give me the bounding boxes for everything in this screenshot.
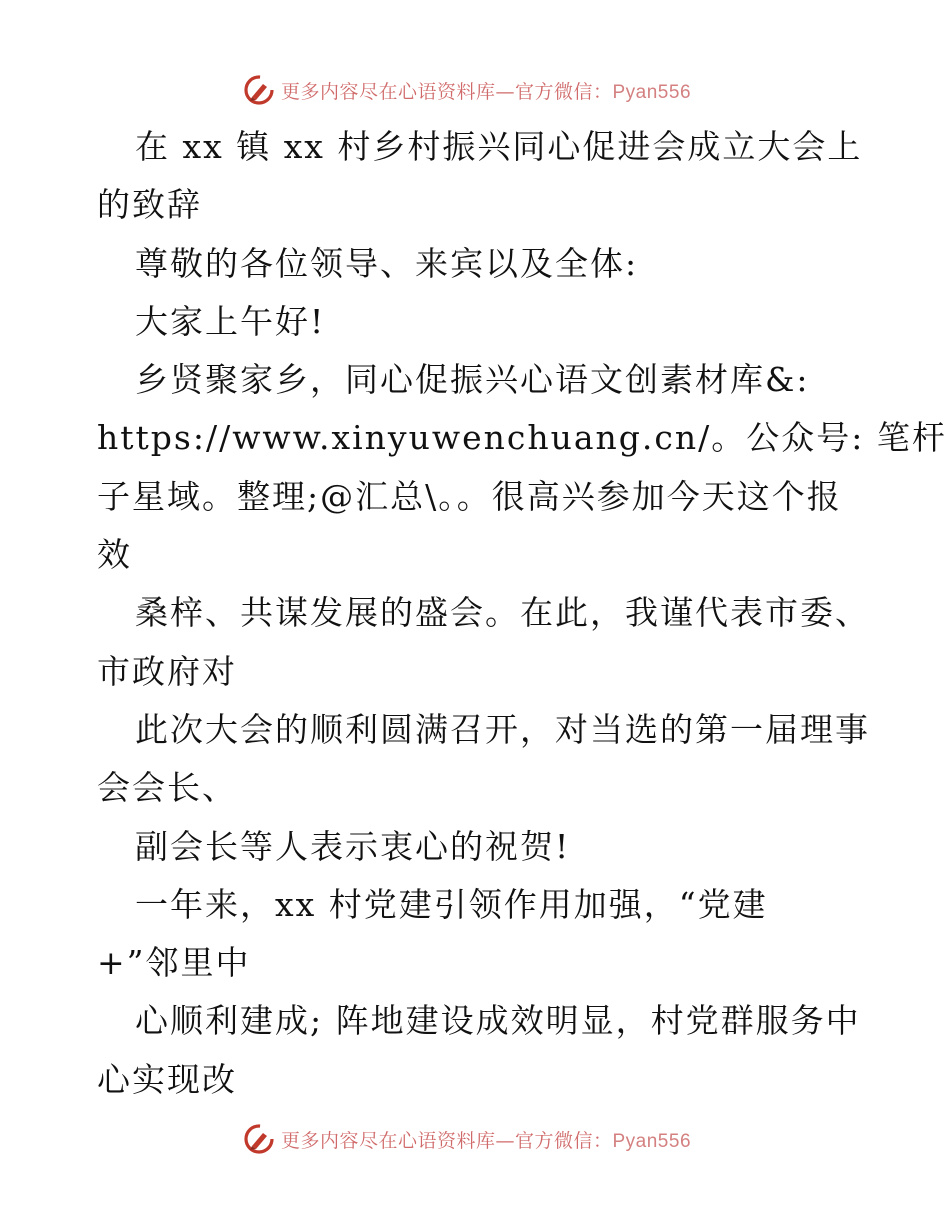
footer-banner xyxy=(0,1119,950,1159)
footer-banner-label: 更多内容尽在心语资料库—官方微信： xyxy=(280,1129,613,1152)
header-banner-label: 更多内容尽在心语资料库—官方微信： xyxy=(280,80,613,103)
body-line: 的致辞 xyxy=(97,185,202,225)
header-banner xyxy=(0,70,950,110)
pen-circle-logo-icon xyxy=(243,1123,275,1155)
body-line: 效 xyxy=(97,535,132,575)
body-line: https://www.xinyuwenchuang.cn/。公众号: 笔杆 xyxy=(97,418,947,458)
body-line: 乡贤聚家乡，同心促振兴心语文创素材库&: xyxy=(135,360,810,400)
footer-wechat-id: Pyan556 xyxy=(612,1130,692,1152)
body-line: 大家上午好! xyxy=(135,301,326,341)
pen-circle-logo-icon xyxy=(243,74,275,106)
body-line: 心顺利建成; 阵地建设成效明显，村党群服务中 xyxy=(135,1001,861,1041)
document-body xyxy=(97,118,947,1109)
body-line: 心实现改 xyxy=(97,1059,237,1099)
body-line: +”邻里中 xyxy=(97,943,251,983)
footer-banner-text xyxy=(281,1126,691,1153)
header-banner-inner xyxy=(243,74,691,106)
body-line: 子星域。整理;@汇总\。。很高兴参加今天这个报 xyxy=(97,476,842,516)
body-line: 一年来，xx 村党建引领作用加强，“党建 xyxy=(135,884,768,924)
body-line: 市政府对 xyxy=(97,651,237,691)
body-line: 尊敬的各位领导、来宾以及全体: xyxy=(135,243,639,283)
body-line: 会会长、 xyxy=(97,768,237,808)
body-line: 此次大会的顺利圆满召开，对当选的第一届理事 xyxy=(135,709,870,749)
body-line: 副会长等人表示衷心的祝贺! xyxy=(135,826,571,866)
footer-banner-inner xyxy=(243,1123,691,1155)
body-line: 在 xx 镇 xx 村乡村振兴同心促进会成立大会上 xyxy=(135,127,863,166)
body-line: 桑梓、共谋发展的盛会。在此，我谨代表市委、 xyxy=(135,593,870,633)
header-banner-text xyxy=(281,77,691,104)
header-wechat-id: Pyan556 xyxy=(612,81,692,103)
